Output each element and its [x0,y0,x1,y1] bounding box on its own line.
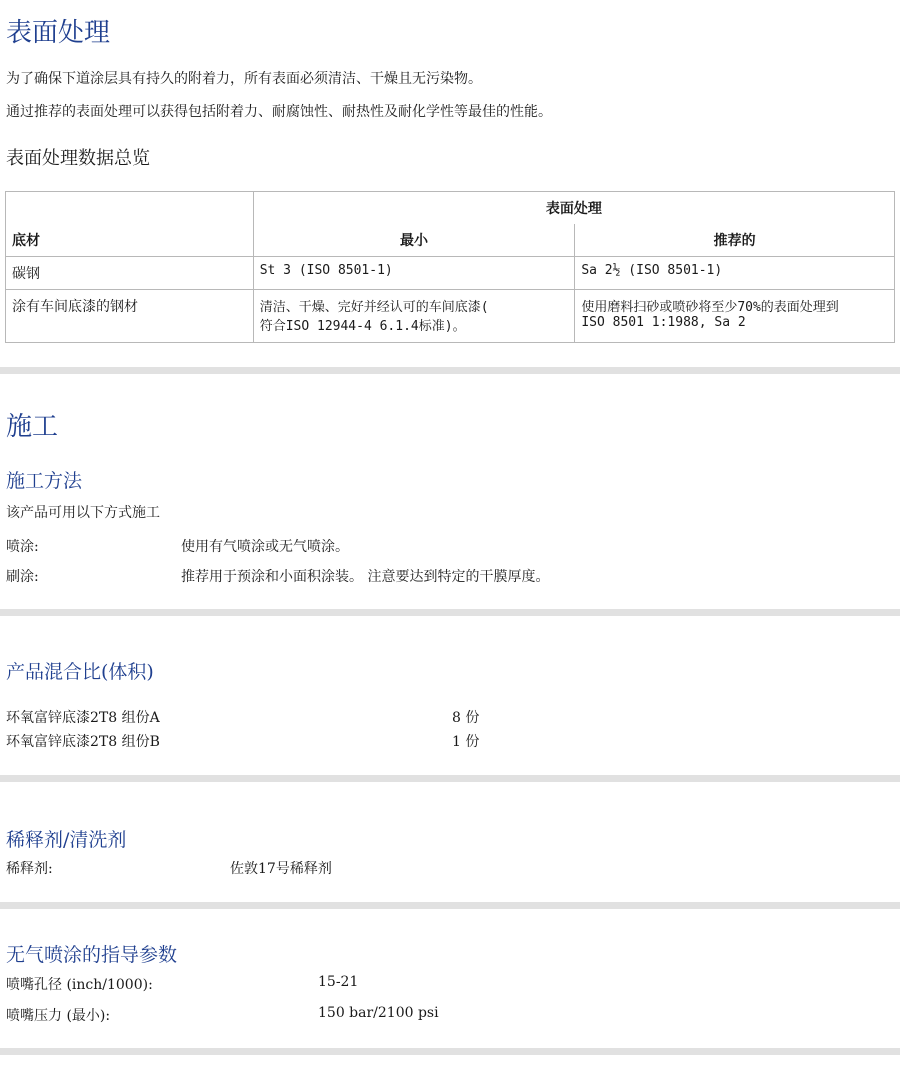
section-separator [0,775,900,782]
section-separator [0,609,900,616]
method-label: 刷涂: [6,569,39,585]
mix-label: 环氧富锌底漆2T8 组份A [6,710,160,726]
method-value: 推荐用于预涂和小面积涂装。 注意要达到特定的干膜厚度。 [181,569,550,585]
table-col-substrate: 底材 [6,224,254,257]
application-method-title: 施工方法 [6,470,83,492]
table-cell-rec: Sa 2½ (ISO 8501-1) [575,257,895,290]
application-intro: 该产品可用以下方式施工 [6,505,160,521]
airless-value: 150 bar/2100 psi [318,1005,439,1021]
table-cell-rec-line-1: 使用磨料扫砂或喷砂将至少70%的表面处理到 [581,300,839,315]
thinner-title: 稀释剂/清洗剂 [6,829,127,851]
table-header-row-1 [6,192,895,225]
table-cell-rec [575,290,895,343]
surface-para-1: 为了确保下道涂层具有持久的附着力，所有表面必须清洁、干燥且无污染物。 [6,71,482,87]
mix-value: 8 份 [452,710,480,726]
table-col-min: 最小 [253,224,575,257]
mix-label: 环氧富锌底漆2T8 组份B [6,734,160,750]
table-header-empty [6,192,254,225]
table-row [6,290,895,343]
method-label: 喷涂: [6,539,39,555]
table-cell-min-line-1: 清洁、干燥、完好并经认可的车间底漆( [259,300,489,315]
table-cell-rec-line-2: ISO 8501 1:1988, Sa 2 [581,315,746,330]
section-separator [0,367,900,374]
table-group-header: 表面处理 [253,192,894,225]
table-cell-min-line-2: 符合ISO 12944-4 6.1.4标准)。 [259,319,466,334]
airless-value: 15-21 [318,974,359,990]
mix-title: 产品混合比(体积) [6,661,154,683]
mix-value: 1 份 [452,734,480,750]
table-cell-substrate: 碳钢 [6,257,254,290]
table-cell-substrate: 涂有车间底漆的钢材 [6,290,254,343]
surface-title: 表面处理 [6,18,111,48]
airless-label: 喷嘴孔径 (inch/1000): [6,977,153,993]
thinner-label: 稀释剂: [6,861,53,877]
method-value: 使用有气喷涂或无气喷涂。 [181,539,349,555]
surface-para-2: 通过推荐的表面处理可以获得包括附着力、耐腐蚀性、耐热性及耐化学性等最佳的性能。 [6,104,552,120]
section-separator [0,1048,900,1055]
airless-label: 喷嘴压力 (最小): [6,1008,111,1024]
thinner-value: 佐敦17号稀释剂 [230,861,332,877]
table-header-row-2 [6,224,895,257]
airless-title: 无气喷涂的指导参数 [6,944,178,966]
table-col-rec: 推荐的 [575,224,895,257]
section-separator [0,902,900,909]
table-cell-min: St 3 (ISO 8501-1) [253,257,575,290]
surface-summary-title: 表面处理数据总览 [6,148,150,169]
table-row [6,257,895,290]
surface-table [5,191,895,343]
application-title: 施工 [6,412,59,442]
table-cell-min [253,290,575,343]
